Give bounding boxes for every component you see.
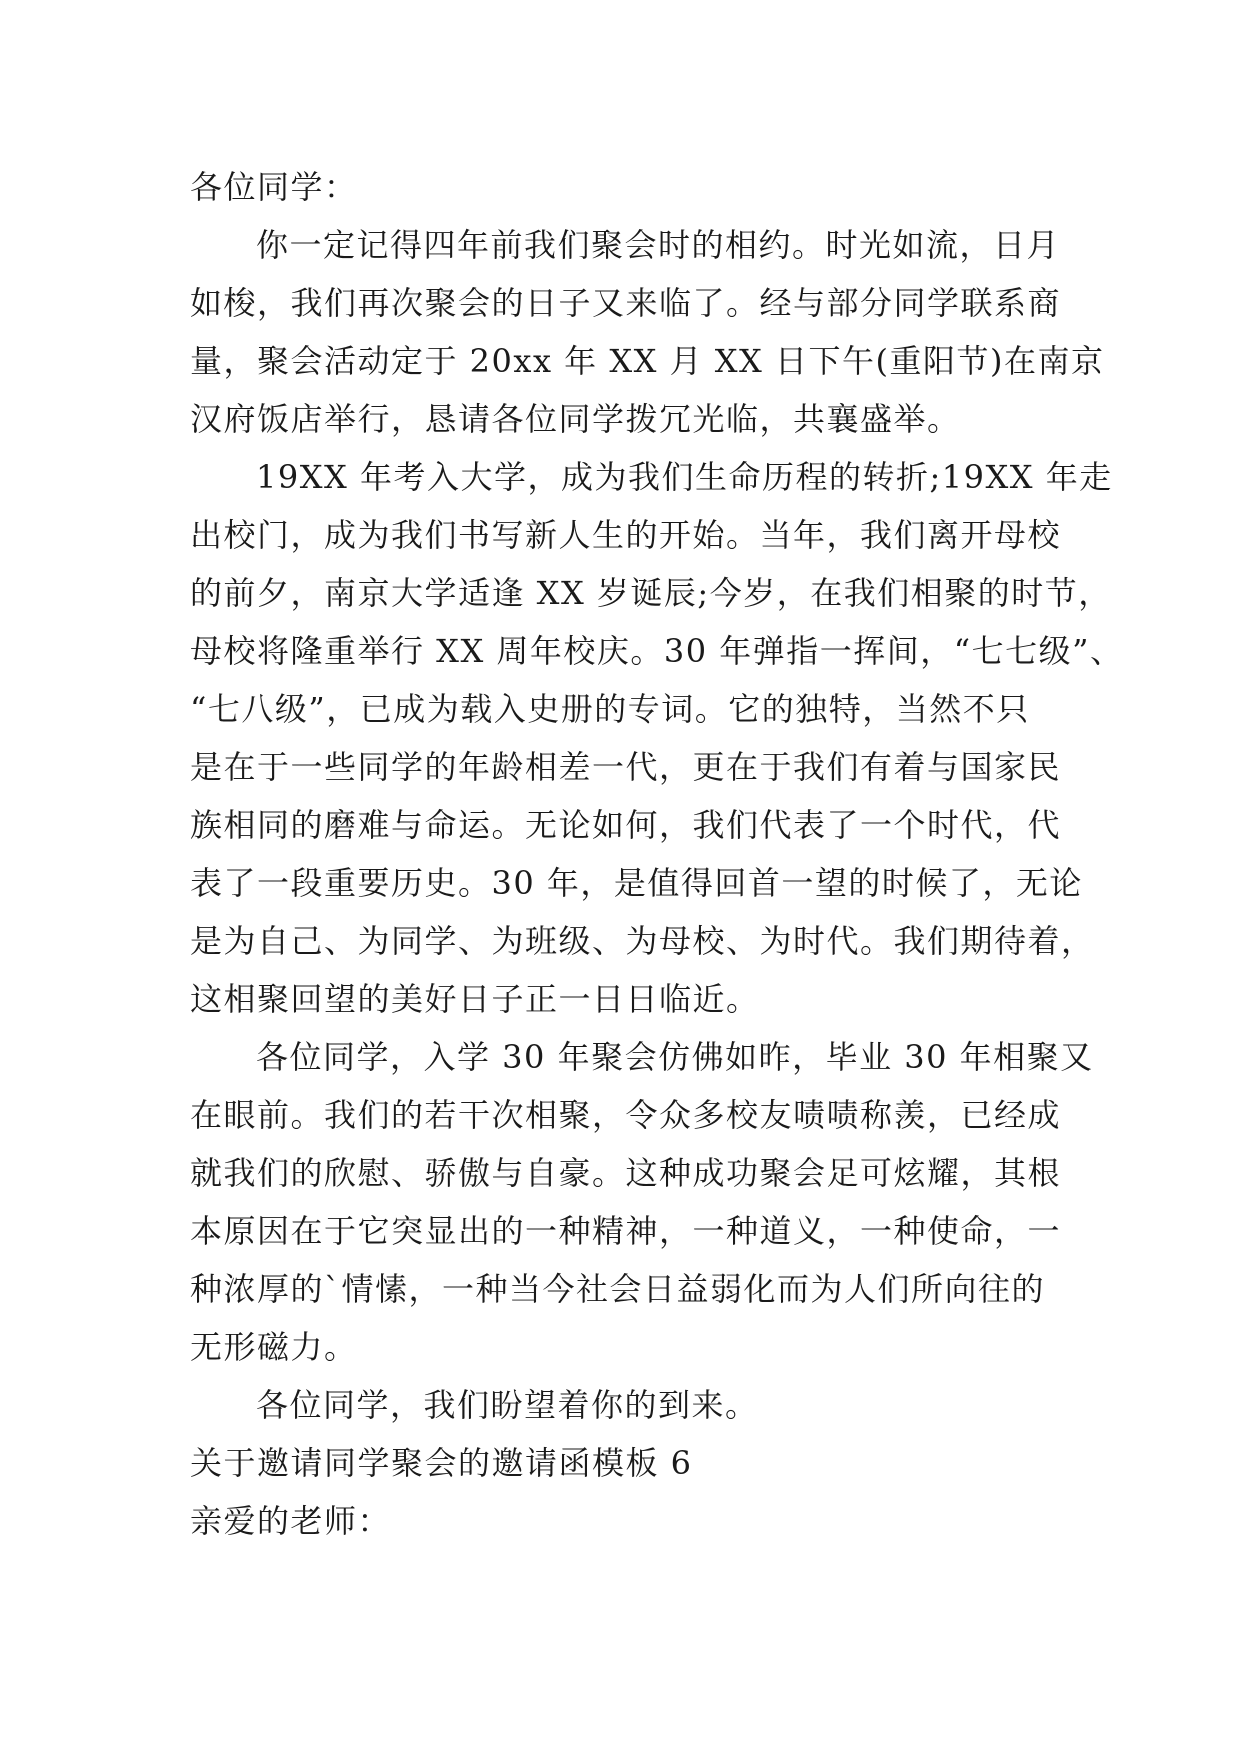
paragraph-line: 你一定记得四年前我们聚会时的相约。时光如流，日月 (256, 226, 1061, 264)
paragraph-3 (190, 1028, 1094, 1376)
paragraph-line: 母校将隆重举行 XX 周年校庆。30 年弹指一挥间，“七七级”、 (190, 632, 1124, 670)
document-body (190, 158, 1124, 1550)
paragraph-2 (190, 448, 1124, 1028)
paragraph-line: “七八级”，已成为载入史册的专词。它的独特，当然不只 (190, 690, 1030, 728)
paragraph-line: 这相聚回望的美好日子正一日日临近。 (190, 980, 760, 1018)
section-title: 关于邀请同学聚会的邀请函模板 6 (190, 1444, 693, 1482)
paragraph-line: 种浓厚的`情愫，一种当今社会日益弱化而为人们所向往的 (190, 1270, 1046, 1308)
paragraph-line: 19XX 年考入大学，成为我们生命历程的转折;19XX 年走 (256, 458, 1113, 496)
paragraph-line: 是为自己、为同学、为班级、为母校、为时代。我们期待着， (190, 922, 1095, 960)
paragraph-line: 各位同学，入学 30 年聚会仿佛如昨，毕业 30 年相聚又 (256, 1038, 1094, 1076)
paragraph-line: 的前夕，南京大学适逢 XX 岁诞辰;今岁，在我们相聚的时节， (190, 574, 1112, 612)
next-greeting: 亲爱的老师： (190, 1502, 392, 1540)
paragraph-1 (190, 216, 1105, 448)
paragraph-line: 表了一段重要历史。30 年，是值得回首一望的时候了，无论 (190, 864, 1083, 902)
paragraph-line: 各位同学，我们盼望着你的到来。 (256, 1386, 759, 1424)
paragraph-line: 汉府饭店举行，恳请各位同学拨冗光临，共襄盛举。 (190, 400, 961, 438)
paragraph-line: 族相同的磨难与命运。无论如何，我们代表了一个时代，代 (190, 806, 1062, 844)
paragraph-line: 是在于一些同学的年龄相差一代，更在于我们有着与国家民 (190, 748, 1062, 786)
paragraph-line: 无形磁力。 (190, 1328, 358, 1366)
paragraph-4 (190, 1376, 1070, 1434)
greeting: 各位同学： (190, 168, 358, 206)
paragraph-line: 本原因在于它突显出的一种精神，一种道义，一种使命，一 (190, 1212, 1062, 1250)
paragraph-line: 就我们的欣慰、骄傲与自豪。这种成功聚会足可炫耀，其根 (190, 1154, 1062, 1192)
paragraph-line: 在眼前。我们的若干次相聚，令众多校友啧啧称羡，已经成 (190, 1096, 1062, 1134)
paragraph-line: 量，聚会活动定于 20xx 年 XX 月 XX 日下午(重阳节)在南京 (190, 342, 1105, 380)
paragraph-line: 出校门，成为我们书写新人生的开始。当年，我们离开母校 (190, 516, 1062, 554)
paragraph-line: 如梭，我们再次聚会的日子又来临了。经与部分同学联系商 (190, 284, 1062, 322)
